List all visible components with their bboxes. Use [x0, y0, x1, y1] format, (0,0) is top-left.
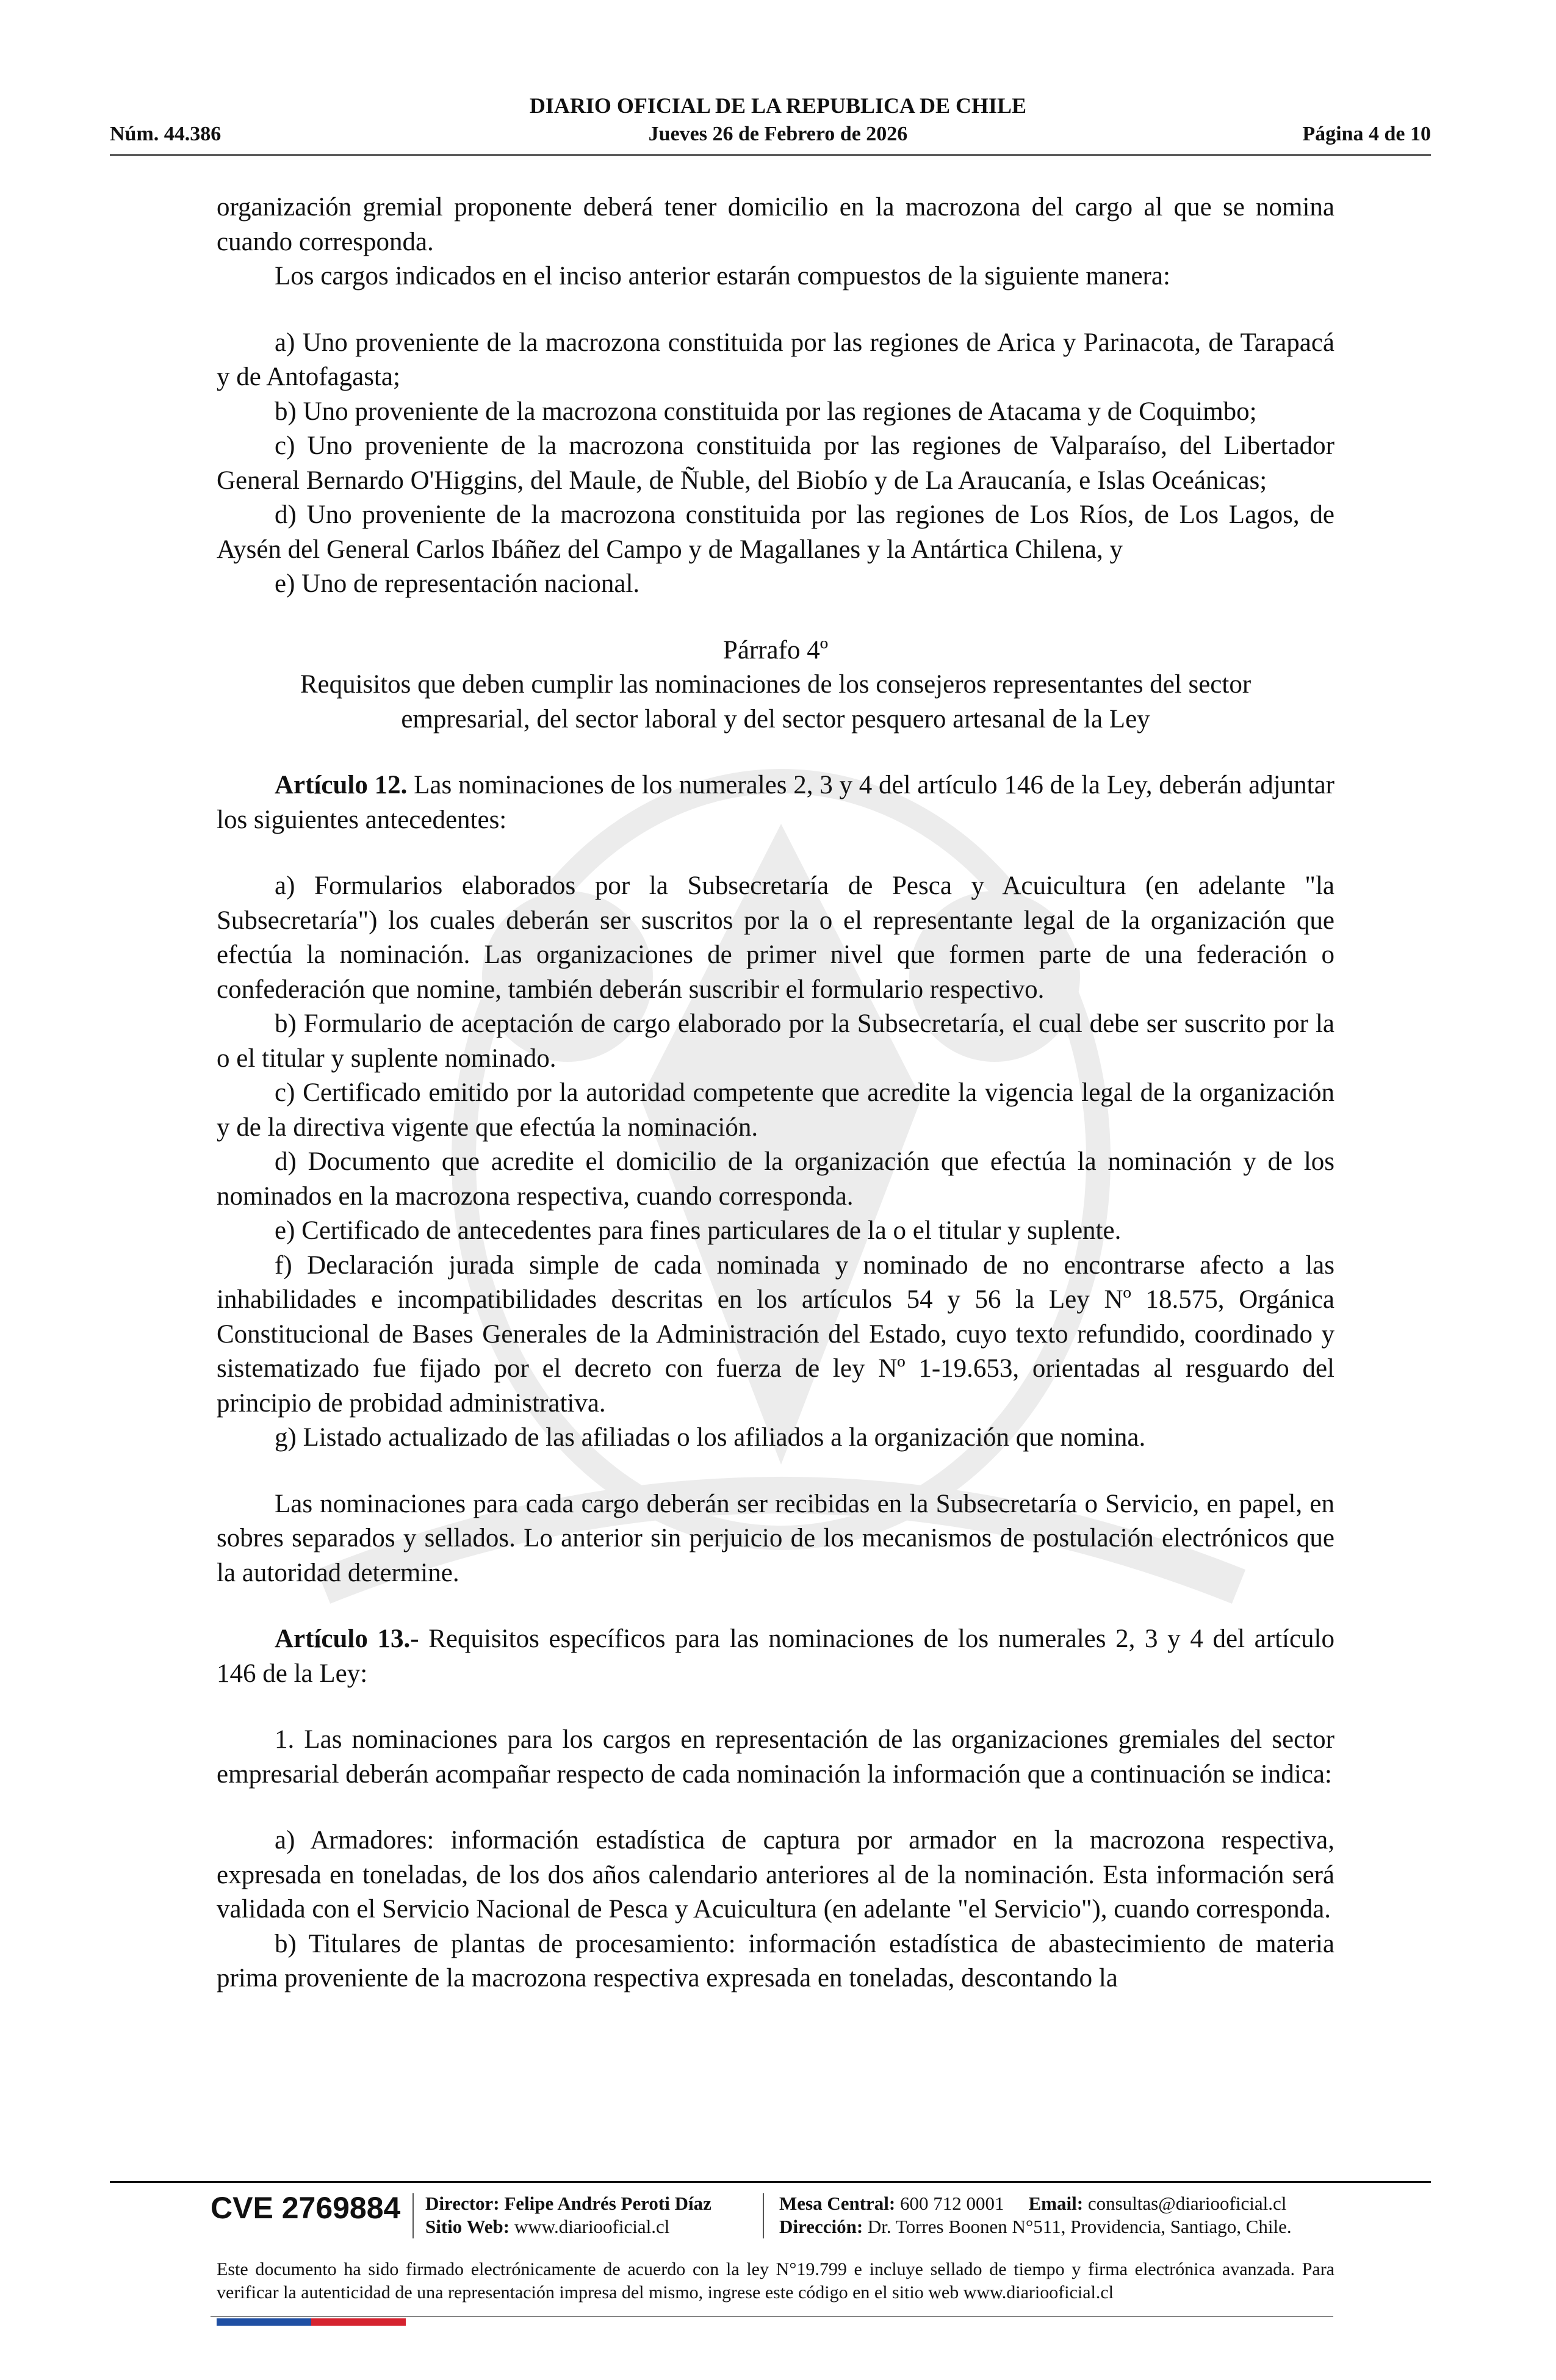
- list-item: b) Formulario de aceptación de cargo elaborado por la Subsecretaría, el cual debe ser suscrito por la o el titular y suplente nominado.: [217, 1009, 1334, 1073]
- document-body: [217, 190, 1334, 1996]
- phone-value: 600 712 0001: [895, 2193, 1004, 2214]
- list-item: a) Formularios elaborados por la Subsecretaría de Pesca y Acuicultura (en adelante "la Subsecretaría") los cuales deberán ser suscritos por la o el representante legal de la organización que efectúa la nominación. Las organizaciones de primer nivel que formen parte de una federación o confederación que nomine, también deberán suscribir el formulario respectivo.: [217, 871, 1334, 1004]
- footer-address: [779, 2215, 1292, 2238]
- header-divider: [110, 154, 1431, 156]
- page-indicator: Página 4 de 10: [1302, 123, 1431, 145]
- list-item: d) Uno proveniente de la macrozona constituida por las regiones de Los Ríos, de Los Lagos, de Aysén del General Carlos Ibáñez del Campo y de Magallanes y la Antártica Chilena, y: [217, 500, 1334, 564]
- section-subtitle: Requisitos que deben cumplir las nominaciones de los consejeros representantes del sector empresarial, del sector laboral y del sector pesquero artesanal de la Ley: [300, 670, 1252, 734]
- list-item: d) Documento que acredite el domicilio de la organización que efectúa la nominación y de los nominados en la macrozona respectiva, cuando corresponda.: [217, 1147, 1334, 1211]
- flag-stripe-red: [311, 2318, 406, 2326]
- article-13-text: Requisitos específicos para las nominaciones de los numerales 2, 3 y 4 del artículo 146 de la Ley:: [217, 1625, 1335, 1688]
- article-12-label: Artículo 12.: [275, 771, 408, 799]
- list-item: c) Certificado emitido por la autoridad competente que acredite la vigencia legal de la organización y de la directiva vigente que efectúa la nominación.: [217, 1078, 1334, 1142]
- email-label: Email:: [1028, 2193, 1084, 2214]
- issue-number: Núm. 44.386: [110, 123, 222, 145]
- paragraph: organización gremial proponente deberá tener domicilio en la macrozona del cargo al que se nomina cuando corresponda.: [217, 193, 1334, 256]
- footer-phone-email: [779, 2192, 1286, 2215]
- article-13-label: Artículo 13.-: [275, 1625, 419, 1653]
- list-item: b) Titulares de plantas de procesamiento: información estadística de abastecimiento de materia prima proveniente de la macrozona respectiva expresada en toneladas, descontando la: [217, 1929, 1334, 1992]
- website-label: Sitio Web:: [425, 2216, 510, 2237]
- list-item: a) Armadores: información estadística de captura por armador en la macrozona respectiva, expresada en toneladas, de los dos años calendario anteriores al de la nominación. Esta información será validada con el Servicio Nacional de Pesca y Acuicultura (en adelante "el Servicio"), cuando corresponda.: [217, 1826, 1334, 1924]
- director-label: Director:: [425, 2193, 500, 2214]
- email-link[interactable]: consultas@diariooficial.cl: [1083, 2193, 1287, 2214]
- article-13-intro: [217, 1622, 1334, 1691]
- director-value: Felipe Andrés Peroti Díaz: [499, 2193, 711, 2214]
- bottom-divider: [211, 2316, 1333, 2317]
- list-item: e) Certificado de antecedentes para fines particulares de la o el titular y suplente.: [275, 1216, 1122, 1245]
- newspaper-title: DIARIO OFICIAL DE LA REPUBLICA DE CHILE: [529, 93, 1027, 118]
- list-item: c) Uno proveniente de la macrozona constituida por las regiones de Valparaíso, del Libertador General Bernardo O'Higgins, del Maule, de Ñuble, del Biobío y de La Araucanía, e Islas Oceánicas;: [217, 431, 1334, 495]
- footer-website: [425, 2215, 669, 2238]
- address-value: Dr. Torres Boonen N°511, Providencia, Santiago, Chile.: [863, 2216, 1292, 2237]
- paragraph: Las nominaciones para cada cargo deberán ser recibidas en la Subsecretaría o Servicio, en papel, en sobres separados y sellados. Lo anterior sin perjuicio de los mecanismos de postulación electrónicos que la autoridad determine.: [217, 1489, 1334, 1587]
- flag-stripe-blue: [217, 2318, 311, 2326]
- footer-separator: [763, 2193, 764, 2238]
- paragraph: 1. Las nominaciones para los cargos en representación de las organizaciones gremiales del sector empresarial deberán acompañar respecto de cada nominación la información que a continuación se indica:: [217, 1725, 1334, 1789]
- list-item: f) Declaración jurada simple de cada nominada y nominado de no encontrarse afecto a las inhabilidades e incompatibilidades descritas en los artículos 54 y 56 la Ley Nº 18.575, Orgánica Constitucional de Bases Generales de la Administración del Estado, cuyo texto refundido, coordinado y sistematizado fue fijado por el decreto con fuerza de ley Nº 1-19.653, orientadas al resguardo del principio de probidad administrativa.: [217, 1250, 1334, 1418]
- footer-director: [425, 2192, 711, 2215]
- list-item: e) Uno de representación nacional.: [275, 569, 640, 598]
- list-item: g) Listado actualizado de las afiliadas o los afiliados a la organización que nomina.: [275, 1423, 1146, 1452]
- footer-divider: [110, 2181, 1431, 2183]
- address-label: Dirección:: [779, 2216, 863, 2237]
- article-12-text: Las nominaciones de los numerales 2, 3 y 4 del artículo 146 de la Ley, deberán adjuntar los siguientes antecedentes:: [217, 771, 1334, 834]
- section-title: Párrafo 4º: [722, 635, 829, 665]
- paragraph: Los cargos indicados en el inciso anterior estarán compuestos de la siguiente manera:: [275, 262, 1170, 290]
- article-12-intro: [217, 768, 1334, 837]
- cve-code: CVE 2769884: [211, 2191, 401, 2225]
- legal-notice: Este documento ha sido firmado electrónicamente de acuerdo con la ley N°19.799 e incluye sellado de tiempo y firma electrónica avanzada. Para verificar la autenticidad de una representación impresa del mismo, ingrese este código en el sitio web www.diariooficial.cl: [217, 2259, 1334, 2302]
- website-link[interactable]: www.diariooficial.cl: [510, 2216, 670, 2237]
- issue-date: Jueves 26 de Febrero de 2026: [648, 123, 908, 145]
- footer-separator: [412, 2193, 414, 2238]
- list-item: b) Uno proveniente de la macrozona constituida por las regiones de Atacama y de Coquimbo;: [275, 397, 1257, 426]
- list-item: a) Uno proveniente de la macrozona constituida por las regiones de Arica y Parinacota, de Tarapacá y de Antofagasta;: [217, 328, 1334, 391]
- phone-label: Mesa Central:: [779, 2193, 896, 2214]
